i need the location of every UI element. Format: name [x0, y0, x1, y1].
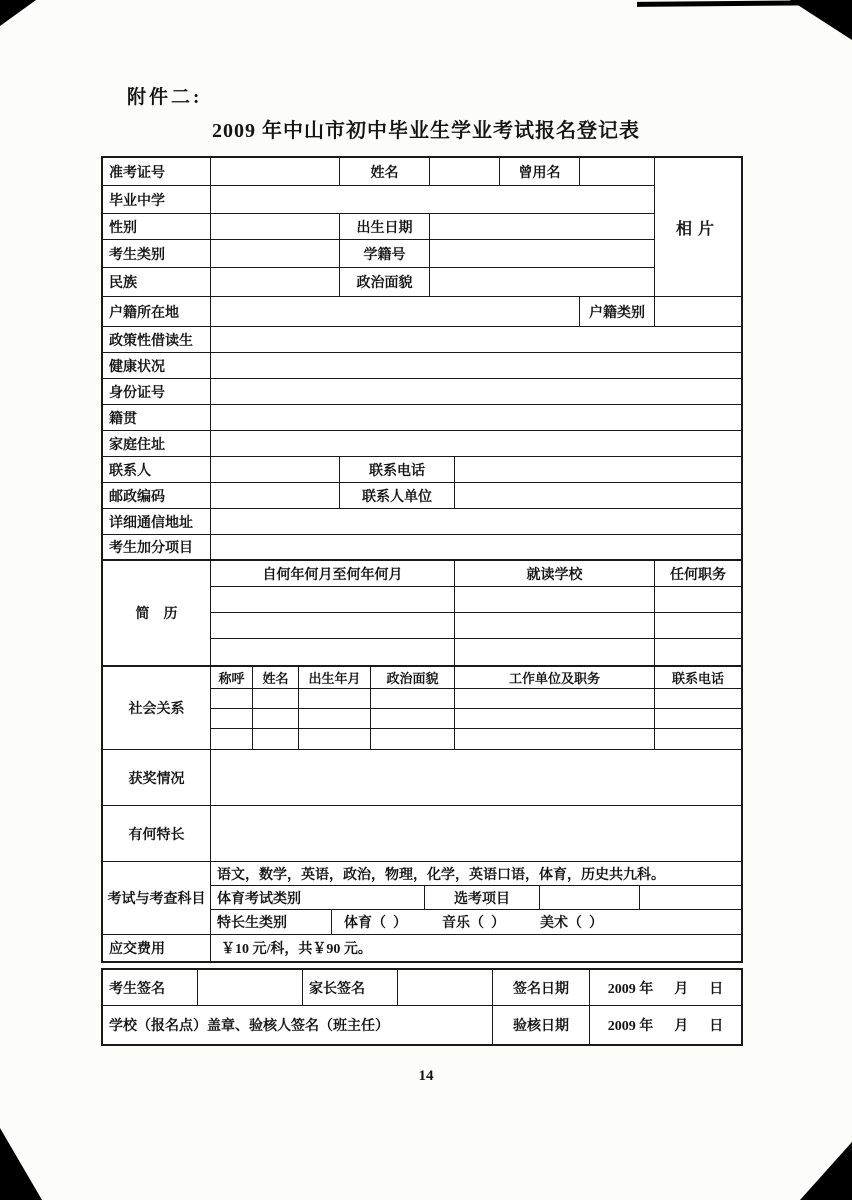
blank-cell — [211, 613, 455, 638]
field-mailing-address — [211, 509, 741, 534]
special-type-options: 体育（ ） 音乐（ ） 美术（ ） — [344, 916, 603, 931]
scan-artifact-corner-top-left — [0, 0, 36, 26]
label-bonus-items: 考生加分项目 — [103, 535, 211, 559]
blank-cell — [253, 689, 299, 708]
page-number: 14 — [418, 1068, 434, 1084]
field-household-location — [211, 297, 580, 326]
resume-header-period: 自何年何月至何年何月 — [211, 561, 455, 586]
field-household-type — [655, 297, 741, 326]
photo-box: 相片 — [675, 220, 720, 238]
label-household-type: 户籍类别 — [580, 297, 655, 326]
blank-cell — [211, 689, 253, 708]
label-former-name: 曾用名 — [500, 158, 580, 185]
blank-cell — [371, 709, 455, 728]
blank-cell — [455, 587, 655, 612]
blank-cell — [655, 689, 741, 708]
exam-subjects-section — [103, 862, 741, 935]
scan-artifact-corner-top-right — [790, 0, 852, 40]
label-specialty: 有何特长 — [103, 806, 211, 861]
field-birth-date — [430, 214, 655, 239]
blank-cell — [253, 709, 299, 728]
fee-value: ￥10 元/科，共￥90 元。 — [221, 942, 372, 957]
field-gender — [211, 214, 340, 239]
field-bonus-items — [211, 535, 741, 559]
attachment-label: 附件二: — [127, 87, 203, 108]
label-ethnicity: 民族 — [103, 268, 211, 296]
blank-cell — [211, 587, 455, 612]
social-row — [211, 689, 741, 709]
blank-cell — [253, 729, 299, 749]
field-specialty — [211, 806, 741, 861]
label-mailing-address: 详细通信地址 — [103, 509, 211, 534]
label-contact-person: 联系人 — [103, 457, 211, 482]
field-policy-student — [211, 327, 741, 352]
resume-row — [211, 587, 741, 613]
label-pe-type: 体育考试类别 — [211, 886, 425, 909]
label-candidate-signature: 考生签名 — [103, 970, 198, 1005]
blank-cell — [211, 639, 455, 665]
field-optional-item — [540, 886, 640, 909]
label-resume: 简 历 — [103, 561, 211, 665]
label-policy-student: 政策性借读生 — [103, 327, 211, 352]
blank-cell — [211, 709, 253, 728]
field-parent-signature — [398, 970, 493, 1005]
blank-cell — [371, 729, 455, 749]
blank-cell — [655, 613, 741, 638]
verify-date-value: 2009 年 月 日 — [607, 1019, 724, 1034]
sign-date-value: 2009 年 月 日 — [607, 981, 724, 997]
label-contact-unit: 联系人单位 — [340, 483, 455, 508]
label-household-location: 户籍所在地 — [103, 297, 211, 326]
field-contact-person — [211, 457, 340, 482]
field-exam-no — [211, 158, 340, 185]
field-home-address — [211, 431, 741, 456]
registration-form-table — [101, 156, 743, 963]
blank-cell — [455, 729, 655, 749]
resume-row — [211, 613, 741, 639]
blank-cell — [455, 639, 655, 665]
social-relations-section — [103, 667, 741, 750]
field-student-id — [430, 240, 655, 267]
label-parent-signature: 家长签名 — [303, 970, 398, 1005]
field-name — [430, 158, 500, 185]
label-awards: 获奖情况 — [103, 750, 211, 805]
label-birth-date: 出生日期 — [340, 214, 430, 239]
scan-artifact-corner-bottom-left — [0, 1128, 42, 1200]
social-header-phone: 联系电话 — [671, 671, 724, 686]
field-contact-unit — [455, 483, 741, 508]
resume-header-position: 任何职务 — [670, 567, 726, 583]
label-school-stamp: 学校（报名点）盖章、验核人签名（班主任） — [103, 1006, 493, 1044]
social-header-salutation: 称呼 — [211, 667, 253, 688]
field-contact-phone — [455, 457, 741, 482]
exam-subjects-list: 语文，数学，英语，政治，物理，化学，英语口语，体育，历史共九科。 — [217, 867, 665, 883]
label-student-id: 学籍号 — [340, 240, 430, 267]
label-exam-section: 考试与考查科目 — [103, 862, 211, 934]
label-sign-date: 签名日期 — [493, 970, 590, 1005]
field-ethnicity — [211, 268, 340, 296]
label-special-type: 特长生类别 — [211, 910, 332, 934]
label-social: 社会关系 — [103, 667, 211, 749]
blank-cell — [371, 689, 455, 708]
social-header-birth: 出生年月 — [299, 667, 371, 688]
field-graduate-school — [211, 186, 655, 213]
blank-cell — [299, 729, 371, 749]
label-home-address: 家庭住址 — [103, 431, 211, 456]
blank-cell — [455, 709, 655, 728]
label-postal-code: 邮政编码 — [103, 483, 211, 508]
field-id-number — [211, 379, 741, 404]
blank-cell — [655, 729, 741, 749]
label-graduate-school: 毕业中学 — [103, 186, 211, 213]
field-native-place — [211, 405, 741, 430]
label-native-place: 籍贯 — [103, 405, 211, 430]
blank-cell — [640, 886, 741, 909]
social-row — [211, 709, 741, 729]
label-optional-item: 选考项目 — [425, 886, 540, 909]
blank-cell — [299, 709, 371, 728]
signature-table — [101, 968, 743, 1046]
social-row — [211, 729, 741, 749]
resume-row — [211, 639, 741, 665]
label-id-number: 身份证号 — [103, 379, 211, 404]
label-health: 健康状况 — [103, 353, 211, 378]
label-candidate-type: 考生类别 — [103, 240, 211, 267]
label-gender: 性别 — [103, 214, 211, 239]
field-health — [211, 353, 741, 378]
field-awards — [211, 750, 741, 805]
field-postal-code — [211, 483, 340, 508]
label-verify-date: 验核日期 — [493, 1006, 590, 1044]
field-former-name — [580, 158, 655, 185]
blank-cell — [655, 587, 741, 612]
social-header-political: 政治面貌 — [371, 667, 455, 688]
header-photo-group — [103, 158, 741, 297]
label-political-status: 政治面貌 — [340, 268, 430, 296]
blank-cell — [455, 689, 655, 708]
social-header-work: 工作单位及职务 — [455, 667, 655, 688]
social-header-name: 姓名 — [253, 667, 299, 688]
label-fee: 应交费用 — [103, 935, 211, 961]
page-title: 2009 年中山市初中毕业生学业考试报名登记表 — [212, 120, 640, 142]
field-candidate-signature — [198, 970, 303, 1005]
blank-cell — [299, 689, 371, 708]
blank-cell — [655, 639, 741, 665]
resume-section — [103, 561, 741, 667]
label-contact-phone: 联系电话 — [340, 457, 455, 482]
field-candidate-type — [211, 240, 340, 267]
field-political-status — [430, 268, 655, 296]
resume-header-school: 就读学校 — [455, 561, 655, 586]
blank-cell — [455, 613, 655, 638]
scan-artifact-corner-bottom-right — [800, 1142, 852, 1200]
blank-cell — [655, 709, 741, 728]
label-name: 姓名 — [340, 158, 430, 185]
blank-cell — [211, 729, 253, 749]
label-exam-no: 准考证号 — [103, 158, 211, 185]
